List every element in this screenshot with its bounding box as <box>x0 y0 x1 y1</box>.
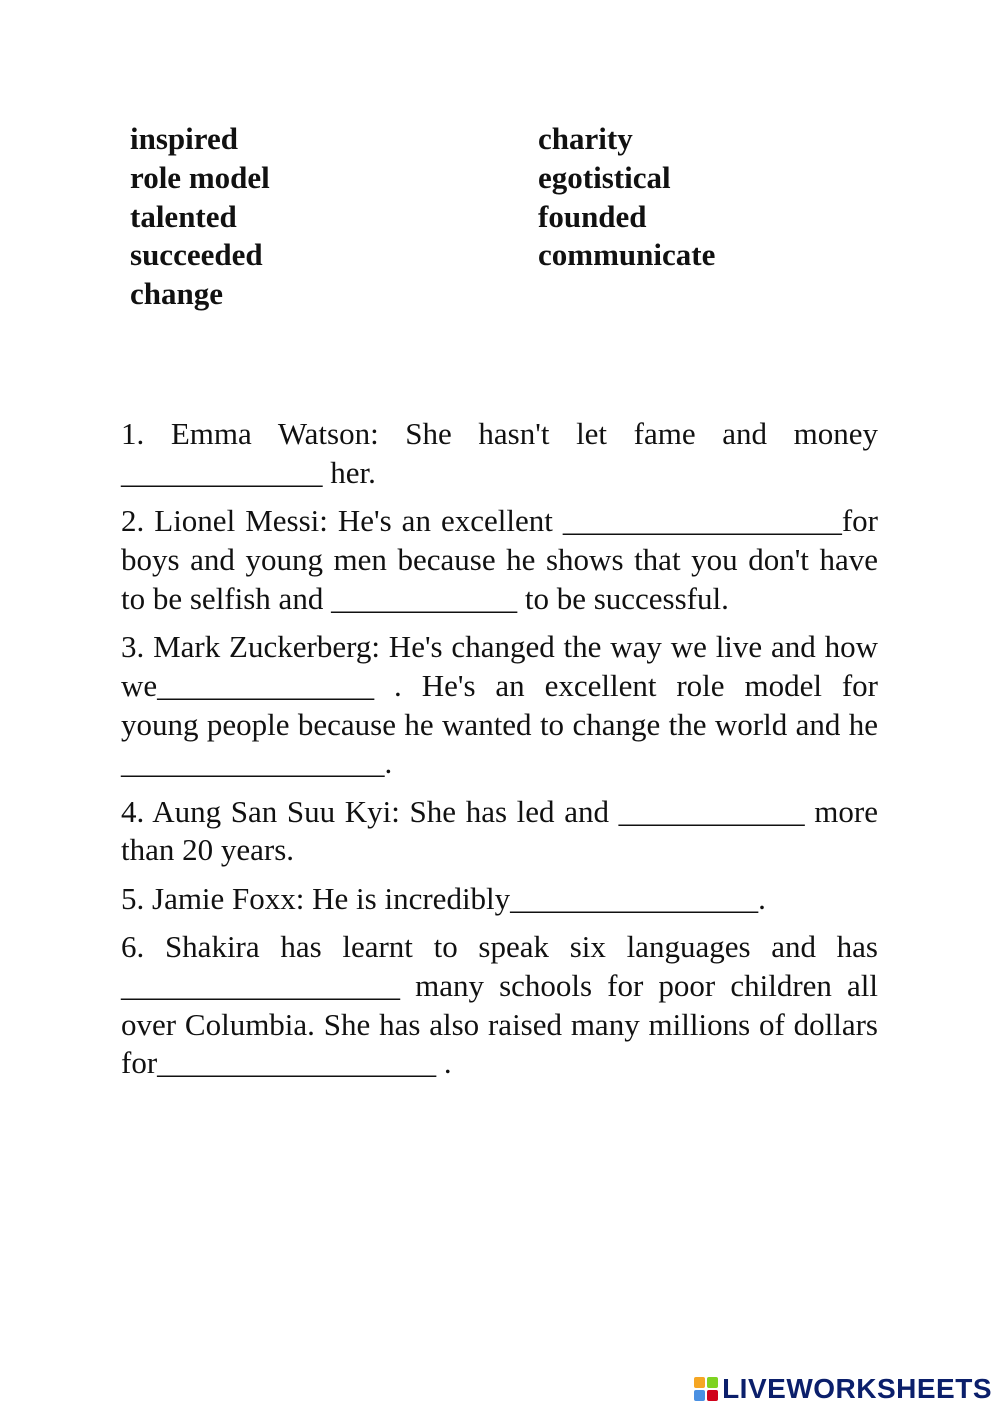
word-bank-item: change <box>130 276 223 312</box>
question-text: 1. Emma Watson: She hasn't let fame and money <box>121 416 878 451</box>
question-1 <box>121 415 878 493</box>
question-text: . He's an excellent role model for young people because he wanted to change the world and he <box>121 667 878 742</box>
answer-blank[interactable]: __________________ <box>157 1045 437 1081</box>
question-text: 5. Jamie Foxx: He is incredibly <box>121 880 511 916</box>
question-text: to be successful. <box>517 580 729 616</box>
word-bank-left-column <box>130 120 538 314</box>
answer-blank[interactable]: _________________ <box>121 745 385 781</box>
question-text: . <box>384 745 393 781</box>
logo-text: LIVEWORKSHEETS <box>722 1373 992 1404</box>
question-text: . <box>436 1045 452 1081</box>
question-text: 4. Aung San Suu Kyi: She has led and <box>121 793 619 829</box>
logo-tile <box>694 1390 705 1401</box>
answer-blank[interactable]: __________________ <box>121 967 400 1003</box>
answer-blank[interactable]: ________________ <box>510 880 759 916</box>
liveworksheets-logo <box>694 1373 992 1405</box>
word-bank-item: founded <box>538 198 647 234</box>
word-bank-item: communicate <box>538 237 716 273</box>
question-text: many schools for poor children all over Columbia. She has also raised many millions of dollars for <box>121 967 878 1081</box>
logo-tile <box>707 1390 718 1401</box>
question-text: her. <box>322 454 376 490</box>
question-text: 3. Mark Zuckerberg: He's changed the way we live and how we <box>121 628 878 703</box>
question-text: 2. Lionel Messi: He's an excellent <box>121 503 563 539</box>
question-text: for boys and young men because he shows that you don't have to be selfish and <box>121 503 878 616</box>
question-list <box>121 415 878 1093</box>
logo-tile <box>694 1377 705 1388</box>
question-2 <box>121 502 878 618</box>
question-4 <box>121 793 878 871</box>
word-bank-item: inspired <box>130 121 238 156</box>
question-text: 6. Shakira has learnt to speak six languages and has <box>121 929 878 965</box>
answer-blank[interactable]: _____________ <box>121 454 323 490</box>
word-bank-right-column <box>538 120 715 314</box>
question-6 <box>121 928 878 1083</box>
word-bank-item: charity <box>538 121 633 156</box>
logo-tile <box>707 1377 718 1388</box>
word-bank-item: succeeded <box>130 237 263 273</box>
logo-tiles-icon <box>694 1377 718 1401</box>
question-text: more than 20 years. <box>121 793 878 868</box>
answer-blank[interactable]: __________________ <box>562 503 842 539</box>
answer-blank[interactable]: ____________ <box>331 580 518 616</box>
answer-blank[interactable]: ____________ <box>618 793 805 829</box>
word-bank-item: egotistical <box>538 159 671 195</box>
question-3 <box>121 628 878 783</box>
word-bank-item: talented <box>130 198 237 234</box>
word-bank-item: role model <box>130 159 270 195</box>
question-text: . <box>758 880 766 916</box>
question-5 <box>121 880 878 919</box>
word-bank <box>130 120 830 314</box>
answer-blank[interactable]: ______________ <box>157 667 375 703</box>
